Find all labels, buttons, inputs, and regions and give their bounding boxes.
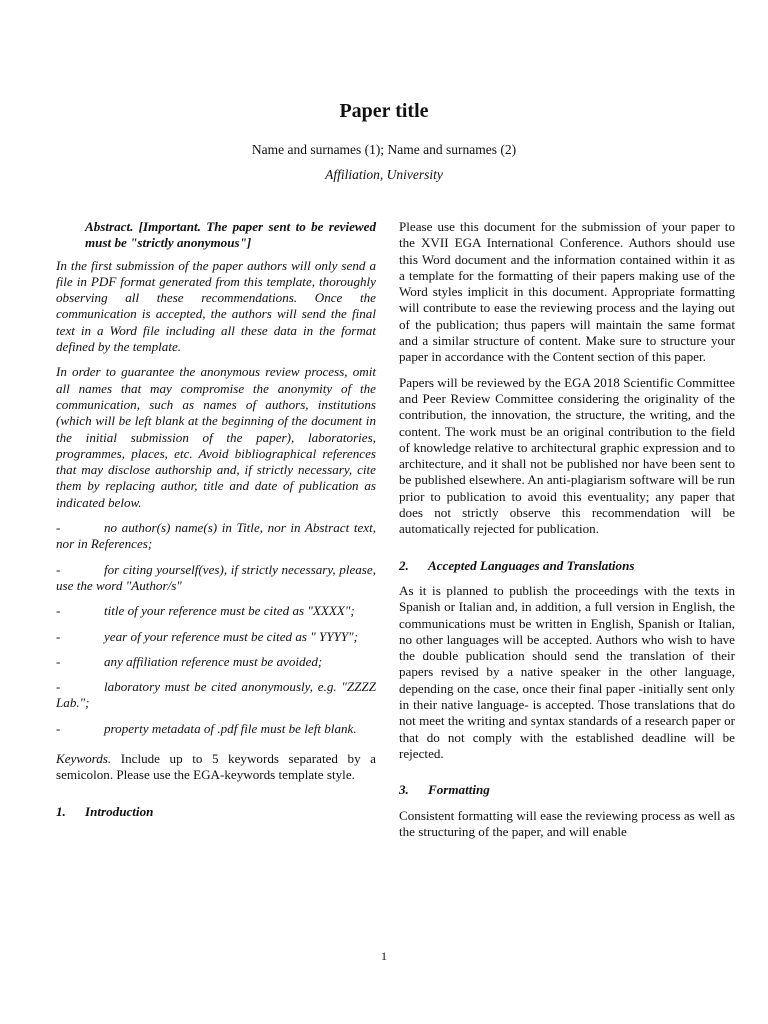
- list-item-text: laboratory must be cited anonymously, e.g. "ZZZZ Lab.";: [56, 679, 376, 711]
- list-item-text: year of your reference must be cited as " YYYY";: [104, 628, 359, 644]
- list-item-text: title of your reference must be cited as "XXXX";: [104, 603, 355, 619]
- list-item: [56, 679, 376, 712]
- section-title: Accepted Languages and Translations: [428, 557, 635, 573]
- section-heading-introduction: [56, 804, 376, 820]
- list-dash: -: [56, 520, 61, 536]
- section-number: 1.: [56, 803, 66, 819]
- list-item: [56, 654, 376, 670]
- abstract-paragraph: In order to guarantee the anonymous review process, omit all names that may compromise the anonymity of the communication, such as names of authors, institutions (which will be left blank at the beginning of the document in the initial submission of the paper), laboratories, programmes, places, etc. Avoid bibliographical references that may disclose authorship and, if strictly necessary, cite them by replacing author, title and date of publication as indicated below.: [56, 364, 376, 510]
- keywords-label: Keywords.: [56, 751, 112, 767]
- body-paragraph: Consistent formatting will ease the reviewing process as well as the structuring of the paper, and will enable: [399, 807, 735, 839]
- list-item-text: for citing yourself(ves), if strictly necessary, please, use the word "Author/s": [56, 561, 376, 593]
- section-heading-formatting: [399, 782, 735, 798]
- list-item: [56, 562, 376, 595]
- abstract-paragraph: In the first submission of the paper authors will only send a file in PDF format generated from this template, thoroughly observing all these recommendations. Once the communication is accepted, the authors will send the final text in a Word file including all these data in the format defined by the template.: [56, 257, 376, 355]
- list-item: [56, 629, 376, 645]
- list-dash: -: [56, 628, 61, 644]
- body-paragraph: Papers will be reviewed by the EGA 2018 Scientific Committee and Peer Review Committee considering the originality of the contribution, the innovation, the structure, the writing, and the content. The work must be an original contribution to the field of knowledge relative to architectural graphic expression and to architecture, and it shall not be published nor have been sent to be published elsewhere. An anti-plagiarism software will be run prior to publication to avoid this eventuality; any paper that does not strictly observe this recommendation will be automatically rejected for publication.: [399, 374, 735, 537]
- list-item: [56, 603, 376, 619]
- keywords-paragraph: [56, 751, 376, 784]
- section-number: 2.: [399, 557, 409, 573]
- left-column: [56, 219, 376, 829]
- list-dash: -: [56, 679, 61, 695]
- list-item: [56, 520, 376, 553]
- page-number: 1: [381, 949, 387, 963]
- section-heading-languages: [399, 558, 735, 574]
- paper-title: Paper title: [339, 100, 429, 122]
- abstract-heading: Abstract. [Important. The paper sent to be reviewed must be "strictly anonymous"]: [85, 219, 376, 251]
- body-paragraph: Please use this document for the submission of your paper to the XVII EGA International Conference. Authors should use this Word document and the information contained within it as a template for the formatting of their papers making use of the Word styles implicit in this document. Appropriate formatting will contribute to ease the reviewing process and the laying out of the publication; thus papers will maintain the same format and a similar structure of content. Make sure to structure your paper in accordance with the Content section of this paper.: [399, 219, 735, 365]
- list-dash: -: [56, 720, 61, 736]
- list-item-text: property metadata of .pdf file must be left blank.: [104, 720, 357, 736]
- list-item-text: any affiliation reference must be avoided;: [104, 653, 323, 669]
- list-dash: -: [56, 603, 61, 619]
- authors-line: Name and surnames (1); Name and surnames (2): [251, 142, 517, 157]
- right-column: [399, 219, 735, 849]
- list-item: [56, 721, 376, 737]
- list-dash: -: [56, 653, 61, 669]
- list-dash: -: [56, 561, 61, 577]
- list-item-text: no author(s) name(s) in Title, nor in Abstract text, nor in References;: [56, 520, 376, 552]
- section-title: Introduction: [85, 803, 154, 819]
- keywords-text: Include up to 5 keywords separated by a semicolon. Please use the EGA-keywords template style.: [56, 751, 376, 783]
- section-title: Formatting: [428, 782, 490, 798]
- section-number: 3.: [399, 782, 409, 798]
- affiliation-line: Affiliation, University: [325, 167, 443, 182]
- body-paragraph: As it is planned to publish the proceedings with the texts in Spanish or Italian and, in addition, a full version in English, the communications must be written in English, Spanish or Italian, no other languages will be accepted. Authors who wish to have the double publication should send the translation of their papers revised by a native speaker in the other language, depending on the case, once their final paper -initially sent only in their native language- is accepted. Those translations that do not meet the writing and syntax standards of a research paper or that do not comply with the established deadline will be rejected.: [399, 582, 735, 761]
